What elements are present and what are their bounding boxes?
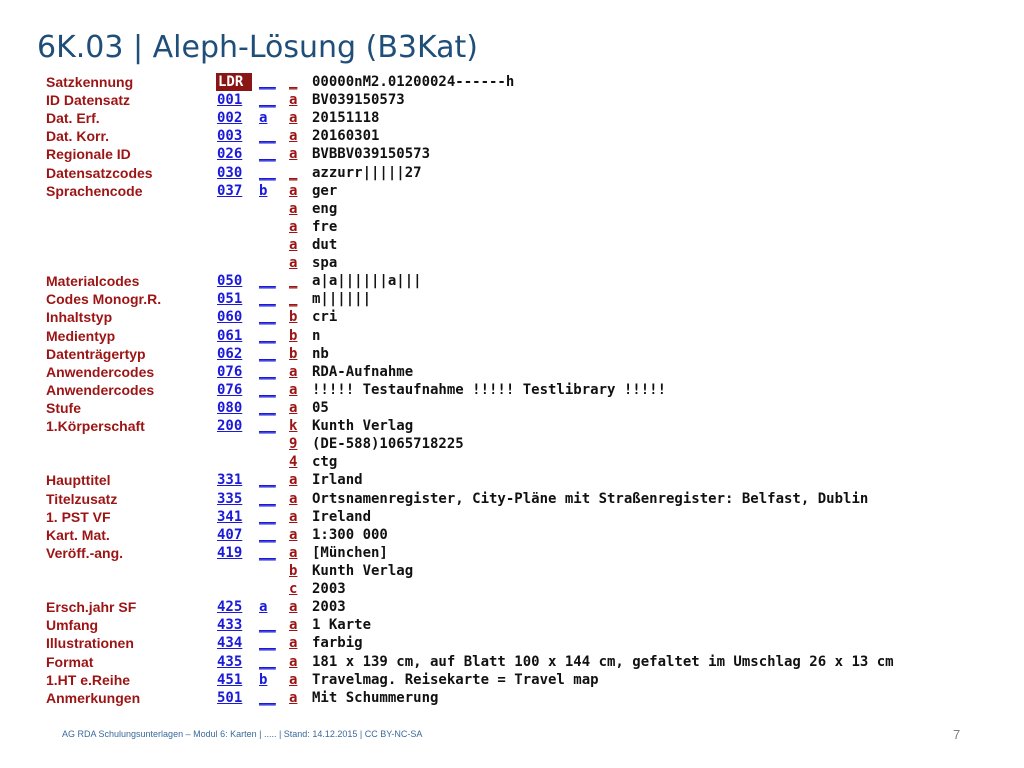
field-value: Travelmag. Reisekarte = Travel map: [312, 671, 599, 688]
field-value: m||||||: [312, 291, 372, 308]
subfield-code-link[interactable]: _: [289, 74, 298, 90]
field-label: Titelzusatz: [46, 490, 118, 507]
subfield-code-link[interactable]: a: [289, 526, 298, 543]
field-value: n: [312, 327, 321, 344]
indicator-link[interactable]: __: [259, 653, 276, 670]
field-tag-link[interactable]: 451: [217, 671, 243, 688]
field-value: 00000nM2.01200024------h: [312, 74, 515, 90]
record-row: [0, 399, 1024, 417]
field-label: Anwendercodes: [46, 363, 155, 380]
record-row: [0, 345, 1024, 363]
field-tag-link[interactable]: 002: [217, 110, 243, 127]
field-value: dut: [312, 236, 338, 253]
field-label: Materialcodes: [46, 273, 140, 290]
field-tag-link[interactable]: 433: [217, 617, 243, 634]
field-tag-link[interactable]: 331: [217, 472, 243, 489]
indicator-link[interactable]: __: [259, 381, 276, 398]
field-tag-link[interactable]: 434: [217, 635, 243, 652]
indicator-link[interactable]: __: [259, 327, 276, 344]
page-number: 7: [953, 727, 961, 742]
record-row: [0, 145, 1024, 163]
subfield-code-link[interactable]: _: [289, 291, 298, 308]
record-row: [0, 689, 1024, 707]
subfield-code-link[interactable]: b: [289, 562, 298, 579]
field-tag-link[interactable]: LDR: [216, 73, 252, 91]
subfield-code-link[interactable]: b: [289, 345, 298, 362]
indicator-link[interactable]: __: [259, 273, 276, 290]
record-row: [0, 109, 1024, 127]
field-value: azzurr|||||27: [312, 164, 422, 181]
subfield-code-link[interactable]: 9: [289, 436, 298, 453]
indicator-link[interactable]: __: [259, 128, 276, 145]
indicator-link[interactable]: __: [259, 418, 276, 435]
indicator-link[interactable]: b: [259, 182, 268, 199]
field-tag-link[interactable]: 425: [217, 599, 243, 616]
subfield-code-link[interactable]: 4: [289, 454, 298, 471]
subfield-code-link[interactable]: a: [289, 599, 298, 616]
field-label: Haupttitel: [46, 472, 111, 489]
subfield-code-link[interactable]: k: [289, 418, 298, 435]
record-row: [0, 526, 1024, 544]
field-tag-link[interactable]: 341: [217, 508, 243, 525]
field-value: 181 x 139 cm, auf Blatt 100 x 144 cm, gefaltet im Umschlag 26 x 13 cm: [312, 653, 894, 670]
indicator-link[interactable]: __: [259, 164, 276, 181]
record-row: [0, 634, 1024, 652]
field-tag-link[interactable]: 501: [217, 689, 243, 706]
field-tag-link[interactable]: 076: [217, 363, 243, 380]
record-row: [0, 598, 1024, 616]
record-row: [0, 417, 1024, 435]
field-value: fre: [312, 218, 338, 235]
field-label: 1. PST VF: [46, 508, 111, 525]
field-value: Ireland: [312, 508, 372, 525]
record-row: [0, 580, 1024, 598]
field-tag-link[interactable]: 030: [217, 164, 243, 181]
field-label: Sprachencode: [46, 182, 143, 199]
subfield-code-link[interactable]: a: [289, 92, 298, 109]
field-value: RDA-Aufnahme: [312, 363, 414, 380]
subfield-code-link[interactable]: _: [289, 164, 298, 181]
record-row: [0, 127, 1024, 145]
subfield-code-link[interactable]: a: [289, 255, 298, 272]
record-row: [0, 490, 1024, 508]
field-value: 20160301: [312, 128, 380, 145]
field-label: Satzkennung: [46, 74, 134, 90]
field-label: Umfang: [46, 617, 99, 634]
field-label: Regionale ID: [46, 146, 131, 163]
record-row: [0, 73, 1024, 91]
field-value: ctg: [312, 454, 338, 471]
indicator-link[interactable]: __: [259, 146, 276, 163]
field-value: 2003: [312, 599, 346, 616]
subfield-code-link[interactable]: a: [289, 363, 298, 380]
indicator-link[interactable]: __: [259, 617, 276, 634]
field-value: 1:300 000: [312, 526, 388, 543]
field-value: Mit Schummerung: [312, 689, 439, 706]
indicator-link[interactable]: __: [259, 526, 276, 543]
indicator-link[interactable]: __: [259, 291, 276, 308]
field-value: a|a||||||a|||: [312, 273, 422, 290]
field-tag-link[interactable]: 062: [217, 345, 243, 362]
field-value: 20151118: [312, 110, 380, 127]
record-row: [0, 164, 1024, 182]
record-row: [0, 453, 1024, 471]
field-label: 1.HT e.Reihe: [46, 671, 131, 688]
subfield-code-link[interactable]: a: [289, 617, 298, 634]
subfield-code-link[interactable]: b: [289, 309, 298, 326]
field-label: Veröff.-ang.: [46, 544, 124, 561]
field-tag-link[interactable]: 407: [217, 526, 243, 543]
indicator-link[interactable]: __: [259, 345, 276, 362]
subfield-code-link[interactable]: a: [289, 472, 298, 489]
field-tag-link[interactable]: 060: [217, 309, 243, 326]
subfield-code-link[interactable]: a: [289, 671, 298, 688]
field-tag-link[interactable]: 080: [217, 399, 243, 416]
subfield-code-link[interactable]: a: [289, 544, 298, 561]
record-row: [0, 272, 1024, 290]
field-tag-link[interactable]: 061: [217, 327, 243, 344]
slide-footer: AG RDA Schulungsunterlagen – Modul 6: Karten | ..... | Stand: 14.12.2015 | CC BY-NC-SA: [62, 729, 423, 739]
slide-title: 6K.03 | Aleph-Lösung (B3Kat): [37, 30, 478, 65]
record-row: [0, 91, 1024, 109]
field-label: Inhaltstyp: [46, 309, 113, 326]
field-value: Irland: [312, 472, 363, 489]
field-value: ger: [312, 182, 338, 199]
indicator-link[interactable]: a: [259, 110, 268, 127]
subfield-code-link[interactable]: a: [289, 182, 298, 199]
indicator-link[interactable]: __: [259, 508, 276, 525]
field-tag-link[interactable]: 037: [217, 182, 243, 199]
field-label: Kart. Mat.: [46, 526, 110, 543]
field-value: [München]: [312, 544, 388, 561]
subfield-code-link[interactable]: a: [289, 653, 298, 670]
field-value: Ortsnamenregister, City-Pläne mit Straßenregister: Belfast, Dublin: [312, 490, 869, 507]
record-row: [0, 254, 1024, 272]
field-label: Format: [46, 653, 94, 670]
field-value: 05: [312, 399, 329, 416]
record-row: [0, 200, 1024, 218]
subfield-code-link[interactable]: a: [289, 110, 298, 127]
field-label: Dat. Korr.: [46, 128, 110, 145]
record-row: [0, 236, 1024, 254]
record-row: [0, 562, 1024, 580]
record-row: [0, 544, 1024, 562]
field-value: farbig: [312, 635, 363, 652]
record-row: [0, 671, 1024, 689]
record-row: [0, 508, 1024, 526]
indicator-link[interactable]: __: [259, 490, 276, 507]
indicator-link[interactable]: __: [259, 363, 276, 380]
subfield-code-link[interactable]: a: [289, 218, 298, 235]
indicator-link[interactable]: __: [259, 399, 276, 416]
field-tag-link[interactable]: 435: [217, 653, 243, 670]
field-value: eng: [312, 200, 338, 217]
subfield-code-link[interactable]: b: [289, 327, 298, 344]
field-label: Dat. Erf.: [46, 110, 100, 127]
field-label: Codes Monogr.R.: [46, 291, 162, 308]
record-row: [0, 218, 1024, 236]
indicator-link[interactable]: __: [259, 74, 276, 90]
indicator-link[interactable]: __: [259, 92, 276, 109]
field-value: Kunth Verlag: [312, 418, 414, 435]
field-label: ID Datensatz: [46, 92, 131, 109]
subfield-code-link[interactable]: a: [289, 200, 298, 217]
field-value: BV039150573: [312, 92, 405, 109]
subfield-code-link[interactable]: a: [289, 128, 298, 145]
field-label: Stufe: [46, 399, 81, 416]
field-label: Datensatzcodes: [46, 164, 153, 181]
catalog-record: [0, 73, 1024, 707]
record-row: [0, 327, 1024, 345]
field-value: (DE-588)1065718225: [312, 436, 464, 453]
field-label: Medientyp: [46, 327, 116, 344]
field-value: 1 Karte: [312, 617, 372, 634]
indicator-link[interactable]: a: [259, 599, 268, 616]
record-row: [0, 308, 1024, 326]
record-row: [0, 363, 1024, 381]
field-value: spa: [312, 255, 338, 272]
subfield-code-link[interactable]: a: [289, 508, 298, 525]
indicator-link[interactable]: __: [259, 309, 276, 326]
record-row: [0, 435, 1024, 453]
field-label: Datenträgertyp: [46, 345, 146, 362]
indicator-link[interactable]: __: [259, 635, 276, 652]
field-value: Kunth Verlag: [312, 562, 414, 579]
subfield-code-link[interactable]: a: [289, 146, 298, 163]
record-row: [0, 182, 1024, 200]
record-row: [0, 616, 1024, 634]
subfield-code-link[interactable]: c: [289, 581, 298, 598]
field-tag-link[interactable]: 419: [217, 544, 243, 561]
field-value: cri: [312, 309, 338, 326]
indicator-link[interactable]: __: [259, 544, 276, 561]
indicator-link[interactable]: __: [259, 472, 276, 489]
field-tag-link[interactable]: 026: [217, 146, 243, 163]
indicator-link[interactable]: b: [259, 671, 268, 688]
field-value: nb: [312, 345, 329, 362]
subfield-code-link[interactable]: a: [289, 490, 298, 507]
field-label: Ersch.jahr SF: [46, 599, 137, 616]
record-row: [0, 653, 1024, 671]
subfield-code-link[interactable]: a: [289, 399, 298, 416]
field-label: Anwendercodes: [46, 381, 155, 398]
field-tag-link[interactable]: 200: [217, 418, 243, 435]
subfield-code-link[interactable]: a: [289, 689, 298, 706]
field-tag-link[interactable]: 003: [217, 128, 243, 145]
field-tag-link[interactable]: 076: [217, 381, 243, 398]
field-tag-link[interactable]: 051: [217, 291, 243, 308]
field-value: 2003: [312, 581, 346, 598]
record-row: [0, 381, 1024, 399]
field-tag-link[interactable]: 335: [217, 490, 243, 507]
record-row: [0, 471, 1024, 489]
subfield-code-link[interactable]: a: [289, 381, 298, 398]
record-row: [0, 290, 1024, 308]
field-label: Illustrationen: [46, 635, 134, 652]
subfield-code-link[interactable]: _: [289, 273, 298, 290]
subfield-code-link[interactable]: a: [289, 236, 298, 253]
subfield-code-link[interactable]: a: [289, 635, 298, 652]
field-value: BVBBV039150573: [312, 146, 431, 163]
field-label: Anmerkungen: [46, 689, 141, 706]
field-label: 1.Körperschaft: [46, 418, 145, 435]
field-tag-link[interactable]: 001: [217, 92, 243, 109]
field-value: !!!!! Testaufnahme !!!!! Testlibrary !!!!!: [312, 381, 667, 398]
indicator-link[interactable]: __: [259, 689, 276, 706]
field-tag-link[interactable]: 050: [217, 273, 243, 290]
